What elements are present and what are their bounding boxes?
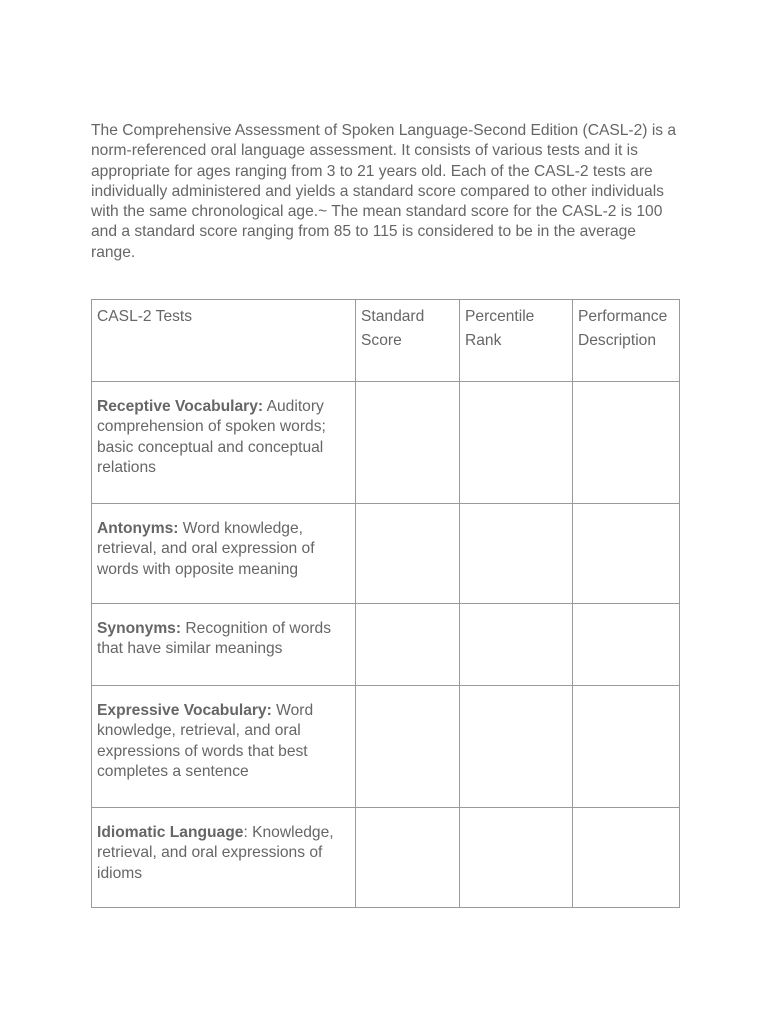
test-cell-synonyms xyxy=(92,604,356,686)
test-cell-idiomatic-language xyxy=(92,808,356,908)
percentile-rank-cell[interactable] xyxy=(460,686,573,808)
percentile-rank-cell[interactable] xyxy=(460,604,573,686)
test-description: Word knowledge, retrieval, and oral expression of words with opposite meaning xyxy=(97,520,315,578)
casl2-results-table xyxy=(91,299,680,908)
test-name: Expressive Vocabulary: xyxy=(97,702,272,719)
table-row xyxy=(92,686,680,808)
table-row xyxy=(92,604,680,686)
header-tests: CASL-2 Tests xyxy=(92,300,356,382)
test-description: Auditory comprehension of spoken words; basic conceptual and conceptual relations xyxy=(97,398,326,476)
header-standard-score: Standard Score xyxy=(356,300,460,382)
test-name: Synonyms: xyxy=(97,620,182,637)
table-header-row xyxy=(92,300,680,382)
standard-score-cell[interactable] xyxy=(356,382,460,504)
header-percentile-rank: Percentile Rank xyxy=(460,300,573,382)
test-separator: : xyxy=(243,824,253,841)
table-row xyxy=(92,808,680,908)
percentile-rank-cell[interactable] xyxy=(460,382,573,504)
header-performance-description: Performance Description xyxy=(573,300,680,382)
performance-description-cell[interactable] xyxy=(573,382,680,504)
performance-description-cell[interactable] xyxy=(573,808,680,908)
test-description: Knowledge, retrieval, and oral expressions of idioms xyxy=(97,824,334,882)
standard-score-cell[interactable] xyxy=(356,686,460,808)
percentile-rank-cell[interactable] xyxy=(460,808,573,908)
performance-description-cell[interactable] xyxy=(573,686,680,808)
test-name: Antonyms: xyxy=(97,520,179,537)
test-description: Recognition of words that have similar meanings xyxy=(97,620,332,658)
standard-score-cell[interactable] xyxy=(356,808,460,908)
percentile-rank-cell[interactable] xyxy=(460,504,573,604)
performance-description-cell[interactable] xyxy=(573,604,680,686)
standard-score-cell[interactable] xyxy=(356,504,460,604)
test-description: Word knowledge, retrieval, and oral expressions of words that best completes a sentence xyxy=(97,702,314,780)
table-row xyxy=(92,504,680,604)
standard-score-cell[interactable] xyxy=(356,604,460,686)
performance-description-cell[interactable] xyxy=(573,504,680,604)
table-row xyxy=(92,382,680,504)
test-name: Receptive Vocabulary: xyxy=(97,398,264,415)
test-cell-antonyms xyxy=(92,504,356,604)
test-name: Idiomatic Language xyxy=(97,824,244,841)
test-cell-expressive-vocabulary xyxy=(92,686,356,808)
intro-paragraph: The Comprehensive Assessment of Spoken Language-Second Edition (CASL-2) is a norm-referenced oral language assessment. It consists of various tests and it is appropriate for ages ranging from 3 to 21 years old. Each of the CASL-2 tests are individually administered and yields a standard score compared to other individuals with the same chronological age.~ The mean standard score for the CASL-2 is 100 and a standard score ranging from 85 to 115 is considered to be in the average range. xyxy=(91,122,677,261)
test-cell-receptive-vocabulary xyxy=(92,382,356,504)
